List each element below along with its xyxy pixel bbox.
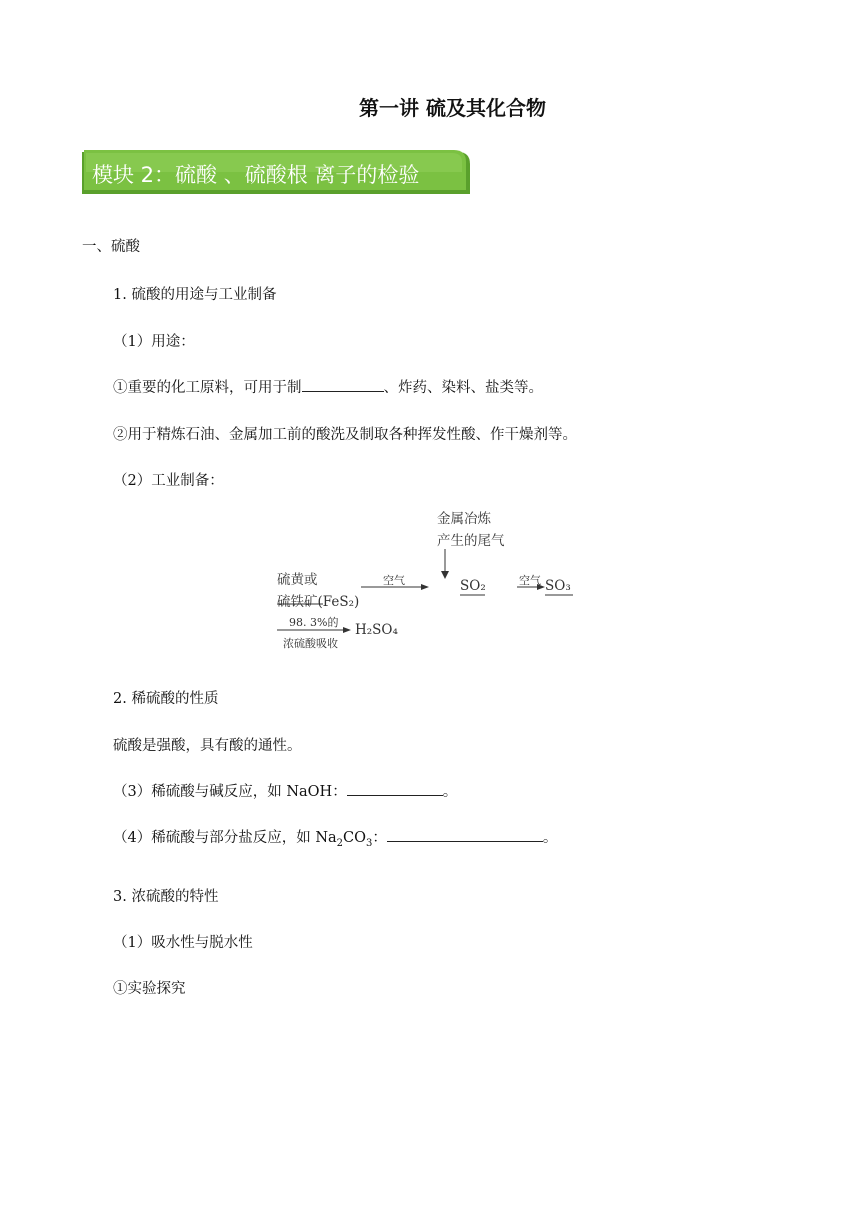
- raw-material-label-1: 硫黄或: [277, 572, 318, 588]
- air-label-1: 空气: [383, 574, 405, 587]
- reaction-base-blank[interactable]: [347, 783, 443, 796]
- so3-label: SO₃: [545, 578, 571, 594]
- use1-blank[interactable]: [302, 379, 384, 392]
- hygroscopic-heading: （1）吸水性与脱水性: [113, 935, 253, 951]
- reaction-salt-text: （4）稀硫酸与部分盐反应，如 Na: [113, 830, 337, 846]
- reaction-with-salt-line: [113, 826, 557, 849]
- use1-text-before: ①重要的化工原料，可用于制: [113, 380, 302, 396]
- absorb-label-top: 98. 3%的: [289, 616, 339, 629]
- metal-smelting-label-1: 金属冶炼: [437, 511, 491, 527]
- page-title: 第一讲 硫及其化合物: [359, 96, 546, 120]
- h2so4-label: H₂SO₄: [355, 622, 398, 638]
- use1-text-after: 、炸药、染料、盐类等。: [383, 380, 543, 396]
- module-banner: [82, 150, 472, 198]
- module-banner-text: 模块 2：硫酸 、硫酸根 离子的检验: [92, 163, 420, 187]
- reaction-base-text: （3）稀硫酸与碱反应，如 NaOH：: [113, 784, 347, 800]
- item2-heading: 2. 稀硫酸的性质: [113, 691, 219, 707]
- co3-subscript: 3: [366, 837, 373, 849]
- reaction-salt-end: 。: [542, 830, 558, 846]
- absorb-label-bottom: 浓硫酸吸收: [283, 637, 338, 650]
- raw-material-label-2: 硫铁矿(FeS₂): [277, 594, 360, 610]
- na-subscript: 2: [336, 837, 344, 849]
- reaction-base-end: 。: [442, 784, 458, 800]
- use1-line: [113, 376, 543, 397]
- so2-label: SO₂: [460, 578, 486, 594]
- industry-label: （2）工业制备：: [113, 473, 224, 489]
- metal-smelting-label-2: 产生的尾气: [437, 533, 505, 549]
- industrial-process-diagram: [273, 505, 588, 655]
- uses-label: （1）用途：: [113, 334, 195, 350]
- use2-line: ②用于精炼石油、金属加工前的酸洗及制取各种挥发性酸、作干燥剂等。: [113, 427, 577, 443]
- colon-text: ：: [372, 830, 387, 846]
- experiment-label: ①实验探究: [113, 981, 186, 997]
- item2-intro: 硫酸是强酸，具有酸的通性。: [113, 738, 302, 754]
- air-label-2: 空气: [519, 574, 541, 587]
- section-heading-sulfuric-acid: 一、硫酸: [82, 239, 140, 255]
- co-text: CO: [343, 830, 367, 846]
- item1-heading: 1. 硫酸的用途与工业制备: [113, 287, 277, 303]
- reaction-salt-blank[interactable]: [387, 829, 543, 842]
- reaction-with-base-line: [113, 780, 457, 801]
- item3-heading: 3. 浓硫酸的特性: [113, 889, 219, 905]
